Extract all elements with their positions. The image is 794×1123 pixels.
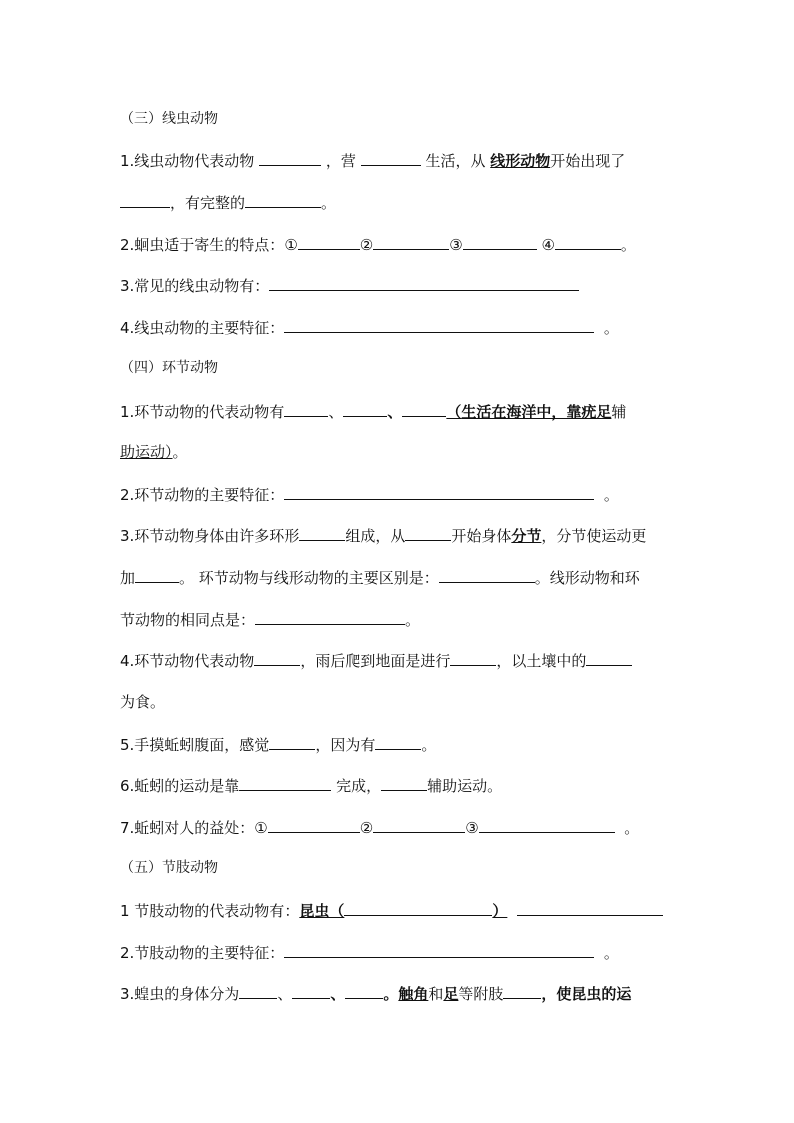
text: 开始出现了 bbox=[550, 152, 626, 170]
heading-text: （四）环节动物 bbox=[120, 360, 218, 376]
fill-blank[interactable] bbox=[439, 567, 535, 583]
text: 。 bbox=[603, 319, 619, 337]
fill-blank[interactable] bbox=[299, 525, 345, 541]
fill-blank[interactable] bbox=[373, 817, 465, 833]
text: ，使昆虫的运 bbox=[541, 985, 632, 1003]
text: 。 bbox=[603, 486, 619, 504]
text: 5.手摸蚯蚓腹面，感觉 bbox=[120, 736, 270, 754]
section-heading-3 bbox=[120, 109, 218, 129]
fill-blank[interactable] bbox=[586, 650, 632, 666]
sec4-q2 bbox=[120, 484, 619, 505]
emphasis-text: 触角 bbox=[398, 985, 429, 1003]
text: 为食。 bbox=[120, 693, 166, 711]
fill-blank[interactable] bbox=[255, 609, 405, 625]
text: （ bbox=[446, 403, 462, 421]
fill-blank[interactable] bbox=[343, 401, 387, 417]
fill-blank[interactable] bbox=[284, 942, 594, 958]
text: 1.线虫动物代表动物 bbox=[120, 152, 255, 170]
text: 辅 bbox=[611, 403, 627, 421]
text: 。 bbox=[620, 236, 636, 254]
text: 、 bbox=[330, 985, 346, 1003]
text: 和 bbox=[428, 985, 444, 1003]
text: 。 bbox=[172, 443, 188, 461]
fill-blank[interactable] bbox=[463, 234, 537, 250]
emphasis-text: 生活在海洋中，靠疣足 bbox=[461, 403, 612, 421]
text: 、 bbox=[328, 403, 344, 421]
text: 完成， bbox=[336, 777, 382, 795]
fill-blank[interactable] bbox=[268, 817, 360, 833]
sec4-q5 bbox=[120, 734, 436, 755]
sec5-q2 bbox=[120, 942, 619, 963]
section-heading-4 bbox=[120, 358, 218, 378]
text: ，营 bbox=[325, 152, 356, 170]
text: 3.常见的线虫动物有： bbox=[120, 277, 270, 295]
sec4-q3-line2 bbox=[120, 567, 640, 588]
text: 。线形动物和环 bbox=[534, 569, 640, 587]
text: 、 bbox=[387, 403, 403, 421]
sec3-q3 bbox=[120, 275, 579, 296]
fill-blank[interactable] bbox=[284, 401, 328, 417]
fill-blank[interactable] bbox=[239, 775, 331, 791]
section-heading-5 bbox=[120, 858, 218, 878]
sec3-q1-line1 bbox=[120, 150, 625, 171]
text: 辅助运动。 bbox=[427, 777, 503, 795]
text: 助运动） bbox=[120, 443, 173, 461]
text: 3.环节动物身体由许多环形 bbox=[120, 527, 300, 545]
text: 组成，从 bbox=[345, 527, 406, 545]
sec4-q3-line3 bbox=[120, 609, 420, 630]
text: 节动物的相同点是： bbox=[120, 611, 256, 629]
text: 。 bbox=[421, 736, 437, 754]
fill-blank[interactable] bbox=[292, 983, 330, 999]
sec4-q4-line2 bbox=[120, 692, 165, 712]
text: ，有完整的 bbox=[170, 194, 246, 212]
fill-blank[interactable] bbox=[517, 900, 663, 916]
fill-blank[interactable] bbox=[254, 650, 300, 666]
fill-blank[interactable] bbox=[373, 234, 449, 250]
sec3-q1-line2 bbox=[120, 192, 336, 213]
fill-blank[interactable] bbox=[284, 484, 594, 500]
text: 。 bbox=[624, 819, 640, 837]
sec3-q2 bbox=[120, 234, 636, 255]
text: 、 bbox=[277, 985, 293, 1003]
text: 2.环节动物的主要特征： bbox=[120, 486, 285, 504]
fill-blank[interactable] bbox=[269, 734, 315, 750]
fill-blank[interactable] bbox=[245, 192, 321, 208]
text: ，因为有 bbox=[315, 736, 376, 754]
text: 。 bbox=[603, 944, 619, 962]
text: 。 bbox=[405, 611, 421, 629]
fill-blank[interactable] bbox=[239, 983, 277, 999]
text: 开始身体 bbox=[451, 527, 512, 545]
heading-text: （五）节肢动物 bbox=[120, 860, 218, 876]
text: 等附肢 bbox=[458, 985, 504, 1003]
text: 2.蛔虫适于寄生的特点：① bbox=[120, 236, 298, 254]
sec4-q7 bbox=[120, 817, 639, 838]
sec4-q6 bbox=[120, 775, 502, 796]
fill-blank[interactable] bbox=[259, 150, 321, 166]
sec5-q3 bbox=[120, 983, 631, 1004]
text: 1.环节动物的代表动物有 bbox=[120, 403, 285, 421]
text: ，分节使运动更 bbox=[541, 527, 647, 545]
text: ③ bbox=[465, 819, 479, 837]
fill-blank[interactable] bbox=[298, 234, 360, 250]
fill-blank[interactable] bbox=[405, 525, 451, 541]
text: 。 bbox=[321, 194, 337, 212]
text: 4.环节动物代表动物 bbox=[120, 652, 255, 670]
sec5-q1 bbox=[120, 900, 663, 921]
text: 7.蚯蚓对人的益处：① bbox=[120, 819, 268, 837]
heading-text: （三）线虫动物 bbox=[120, 111, 218, 127]
fill-blank[interactable] bbox=[344, 900, 492, 916]
sec4-q1-line2 bbox=[120, 442, 188, 462]
emphasis-text: 足 bbox=[443, 985, 459, 1003]
fill-blank[interactable] bbox=[361, 150, 421, 166]
sec4-q1-line1 bbox=[120, 401, 626, 422]
fill-blank[interactable] bbox=[402, 401, 446, 417]
text: 。 环节动物与线形动物的主要区别是： bbox=[179, 569, 439, 587]
text: 1 节肢动物的代表动物有： bbox=[120, 902, 300, 920]
text: ② bbox=[359, 236, 374, 254]
emphasis-text: 分节 bbox=[511, 527, 542, 545]
text: ） bbox=[492, 902, 508, 920]
sec3-q4 bbox=[120, 317, 619, 338]
text: 6.蚯蚓的运动是靠 bbox=[120, 777, 240, 795]
text: 2.节肢动物的主要特征： bbox=[120, 944, 285, 962]
text: 。 bbox=[383, 985, 399, 1003]
text: 4.线虫动物的主要特征： bbox=[120, 319, 285, 337]
fill-blank[interactable] bbox=[503, 983, 541, 999]
fill-blank[interactable] bbox=[381, 775, 427, 791]
sec4-q4-line1 bbox=[120, 650, 632, 671]
emphasis-text: 线形动物 bbox=[490, 152, 551, 170]
text: 加 bbox=[120, 569, 136, 587]
fill-blank[interactable] bbox=[120, 192, 170, 208]
fill-blank[interactable] bbox=[269, 275, 579, 291]
fill-blank[interactable] bbox=[479, 817, 615, 833]
fill-blank[interactable] bbox=[375, 734, 421, 750]
text: ，以土壤中的 bbox=[496, 652, 587, 670]
text: 生活，从 bbox=[425, 152, 486, 170]
text: ③ bbox=[449, 236, 463, 254]
fill-blank[interactable] bbox=[284, 317, 594, 333]
fill-blank[interactable] bbox=[345, 983, 383, 999]
fill-blank[interactable] bbox=[555, 234, 621, 250]
fill-blank[interactable] bbox=[135, 567, 179, 583]
text: ④ bbox=[541, 236, 555, 254]
sec4-q3-line1 bbox=[120, 525, 646, 546]
fill-blank[interactable] bbox=[450, 650, 496, 666]
emphasis-text: 昆虫（ bbox=[299, 902, 345, 920]
text: ② bbox=[359, 819, 374, 837]
text: 3.蝗虫的身体分为 bbox=[120, 985, 240, 1003]
text: ，雨后爬到地面是进行 bbox=[300, 652, 451, 670]
